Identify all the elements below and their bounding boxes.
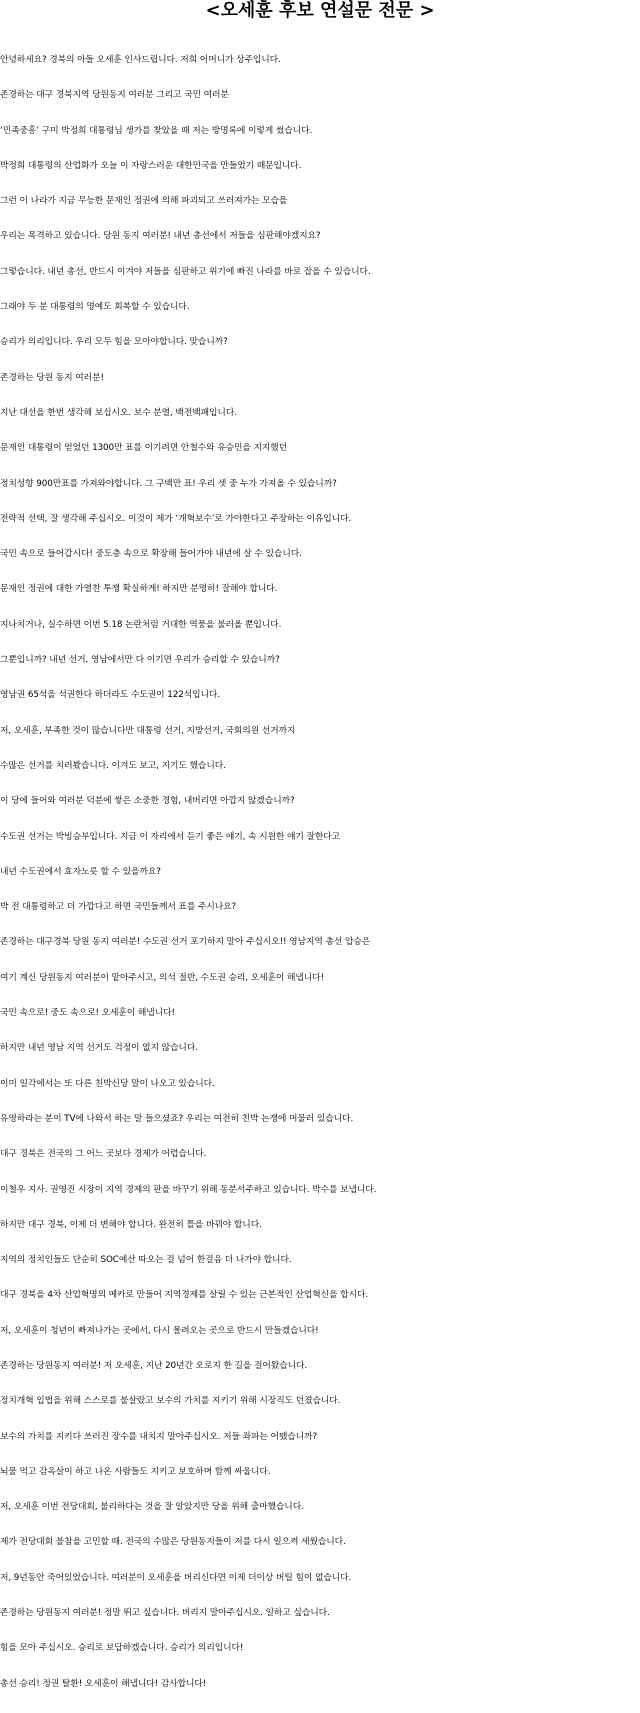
speech-line: 보수의 가치를 지키다 쓰러진 장수를 내치지 말아주십시오. 저들 좌파는 어땠습니까? — [0, 1431, 318, 1442]
speech-line: 문재인 정권에 대한 가열찬 투쟁 확실하게! 하지만 분명히! 잘해야 합니다. — [0, 584, 278, 595]
speech-line: 그런 이 나라가 지금 무능한 문재인 정권에 의해 파괴되고 쓰러져가는 모습을 — [0, 196, 288, 207]
speech-line: 존경하는 대구 경북지역 당원동지 여러분 그리고 국민 여러분 — [0, 90, 229, 101]
speech-line: 저, 오세훈 이번 전당대회, 불리하다는 것을 잘 알았지만 당을 위해 출마했습니다. — [0, 1502, 304, 1513]
speech-line: 그렇습니다. 내년 총선, 반드시 이겨야 저들을 심판하고 위기에 빠진 나라를 바로 잡을 수 있습니다. — [0, 266, 371, 277]
speech-line: 영남권 65석을 석권한다 하더라도 수도권이 122석입니다. — [0, 690, 221, 701]
speech-line: 수도권 선거는 박빙승부입니다. 지금 이 자리에서 듣기 좋은 얘기, 속 시원한 얘기 잘한다고 — [0, 831, 341, 842]
speech-line: 존경하는 당원 동지 여러분! — [0, 372, 104, 383]
speech-line: 우리는 목격하고 있습니다. 당원 동지 여러분! 내년 총선에서 저들을 심판해야겠지요? — [0, 231, 321, 242]
speech-line: 존경하는 대구경북 당원 동지 여러분! 수도권 선거 포기하지 말아 주십시오!! 영남지역 총선 압승은 — [0, 937, 371, 948]
speech-line: 박 전 대통령하고 더 가깝다고 하면 국민들께서 표를 주시나요? — [0, 902, 237, 913]
speech-line: 저, 9년동안 죽어있었습니다. 여러분이 오세훈을 버리신다면 이제 더이상 버틸 힘이 없습니다. — [0, 1572, 352, 1583]
speech-line: 이철우 지사. 권영진 시장이 지역 경제의 판을 바꾸기 위해 동분서주하고 있습니다. 박수를 보냅니다. — [0, 1184, 377, 1195]
speech-line: 총선 승리! 정권 탈환! 오세훈이 해냅니다! 감사합니다! — [0, 1678, 207, 1689]
speech-line: 수많은 선거를 치러봤습니다. 이겨도 보고, 지기도 했습니다. — [0, 760, 226, 771]
speech-line: 승리가 의리입니다. 우리 모두 힘을 모아야합니다. 맞습니까? — [0, 337, 228, 348]
speech-body — [0, 43, 640, 1702]
speech-line: 존경하는 당원동지 여러분! 정말 뛰고 싶습니다. 버리지 말아주십시오. 일하고 싶습니다. — [0, 1608, 330, 1619]
speech-line: 하지만 대구 경북, 이제 더 변해야 합니다. 완전히 틀을 바꿔야 합니다. — [0, 1219, 262, 1230]
speech-line: 이 당에 들어와 여러분 덕분에 쌓은 소중한 경험, 내버리면 아깝지 않겠습니까? — [0, 796, 295, 807]
speech-line: 박정희 대통령의 산업화가 오늘 이 자랑스러운 대한민국을 만들었기 때문입니다. — [0, 160, 302, 171]
speech-line: 저, 오세훈, 부족한 것이 많습니다만 대통령 선거, 지방선거, 국회의원 선거까지 — [0, 725, 296, 736]
speech-line: 뇌물 먹고 감옥살이 하고 나온 사람들도 지키고 보호하며 함께 싸웁니다. — [0, 1466, 271, 1477]
speech-line: 정치개혁 입법을 위해 스스로를 불살랐고 보수의 가치를 지키기 위해 시장직도 던졌습니다. — [0, 1396, 341, 1407]
speech-line: 여기 계신 당원동지 여러분이 맡아주시고, 의석 절반, 수도권 승리, 오세훈이 해냅니다! — [0, 972, 325, 983]
speech-line: 제가 전당대회 불참을 고민할 때. 전국의 수많은 당원동지들이 저를 다시 일으켜 세웠습니다. — [0, 1537, 346, 1548]
document-title: <오세훈 후보 연설문 전문 > — [205, 0, 435, 21]
speech-line: 존경하는 당원동지 여러분! 저 오세훈, 지난 20년간 오로지 한 길을 걸어왔습니다. — [0, 1360, 308, 1371]
speech-line: 국민 속으로 들어갑시다! 중도층 속으로 확장해 들어가야 내년에 살 수 있습니다. — [0, 549, 302, 560]
speech-line: 지나치거나, 실수하면 이번 5.18 논란처럼 거대한 역풍을 불러올 뿐입니다. — [0, 619, 282, 630]
speech-line: 안녕하세요? 경북의 아들 오세훈 인사드립니다. 저희 어머니가 상주입니다. — [0, 55, 281, 65]
speech-line: 지역의 정치인들도 단순히 SOC예산 따오는 걸 넘어 한걸음 더 나가야 합니다. — [0, 1255, 292, 1266]
speech-line: 이미 일각에서는 또 다른 친박신당 말이 나오고 있습니다. — [0, 1078, 215, 1089]
speech-line: 정치성향 900만표를 가져와야합니다. 그 구백만 표! 우리 셋 중 누가 가져올 수 있습니까? — [0, 478, 337, 489]
speech-line: 전략적 선택, 잘 생각해 주십시오. 이것이 제가 ‘개혁보수’로 가야한다고 주장하는 이유입니다. — [0, 513, 352, 524]
speech-line: 저, 오세훈이 청년이 빠져나가는 곳에서, 다시 몰려오는 곳으로 반드시 만들겠습니다! — [0, 1325, 319, 1336]
speech-line: 지난 대선을 한번 생각해 보십시오. 보수 분열, 백전백패입니다. — [0, 407, 237, 418]
speech-line: 대구 경북을 4차 산업혁명의 메카로 만들어 지역경제를 살릴 수 있는 근본적인 산업혁신을 합시다. — [0, 1290, 369, 1301]
speech-line: 유영하라는 분이 TV에 나와서 하는 말 들으셨죠? 우리는 여전히 친박 논쟁에 머물러 있습니다. — [0, 1113, 354, 1124]
speech-line: 힘을 모아 주십시오. 승리로 보답하겠습니다. 승리가 의리입니다! — [0, 1643, 244, 1654]
speech-line: 그뿐입니까? 내년 선거, 영남에서만 다 이기면 우리가 승리할 수 있습니까? — [0, 655, 280, 666]
speech-line: 내년 수도권에서 효자노릇 할 수 있을까요? — [0, 866, 161, 877]
speech-line: 국민 속으로! 중도 속으로! 오세훈이 해냅니다! — [0, 1008, 175, 1019]
speech-line: 그래야 두 분 대통령의 명예도 회복할 수 있습니다. — [0, 302, 190, 313]
speech-line: 하지만 내년 영남 지역 선거도 걱정이 없지 않습니다. — [0, 1043, 198, 1054]
speech-line: 문재인 대통령이 얻었던 1300만 표를 이기려면 안철수와 유승민을 지지했던 — [0, 443, 288, 454]
speech-line: 대구 경북은 전국의 그 어느 곳보다 경제가 어렵습니다. — [0, 1149, 207, 1160]
speech-line: ‘민족중흥’ 구미 박정희 대통령님 생가를 찾았을 때 저는 방명록에 이렇게 썼습니다. — [0, 125, 313, 136]
